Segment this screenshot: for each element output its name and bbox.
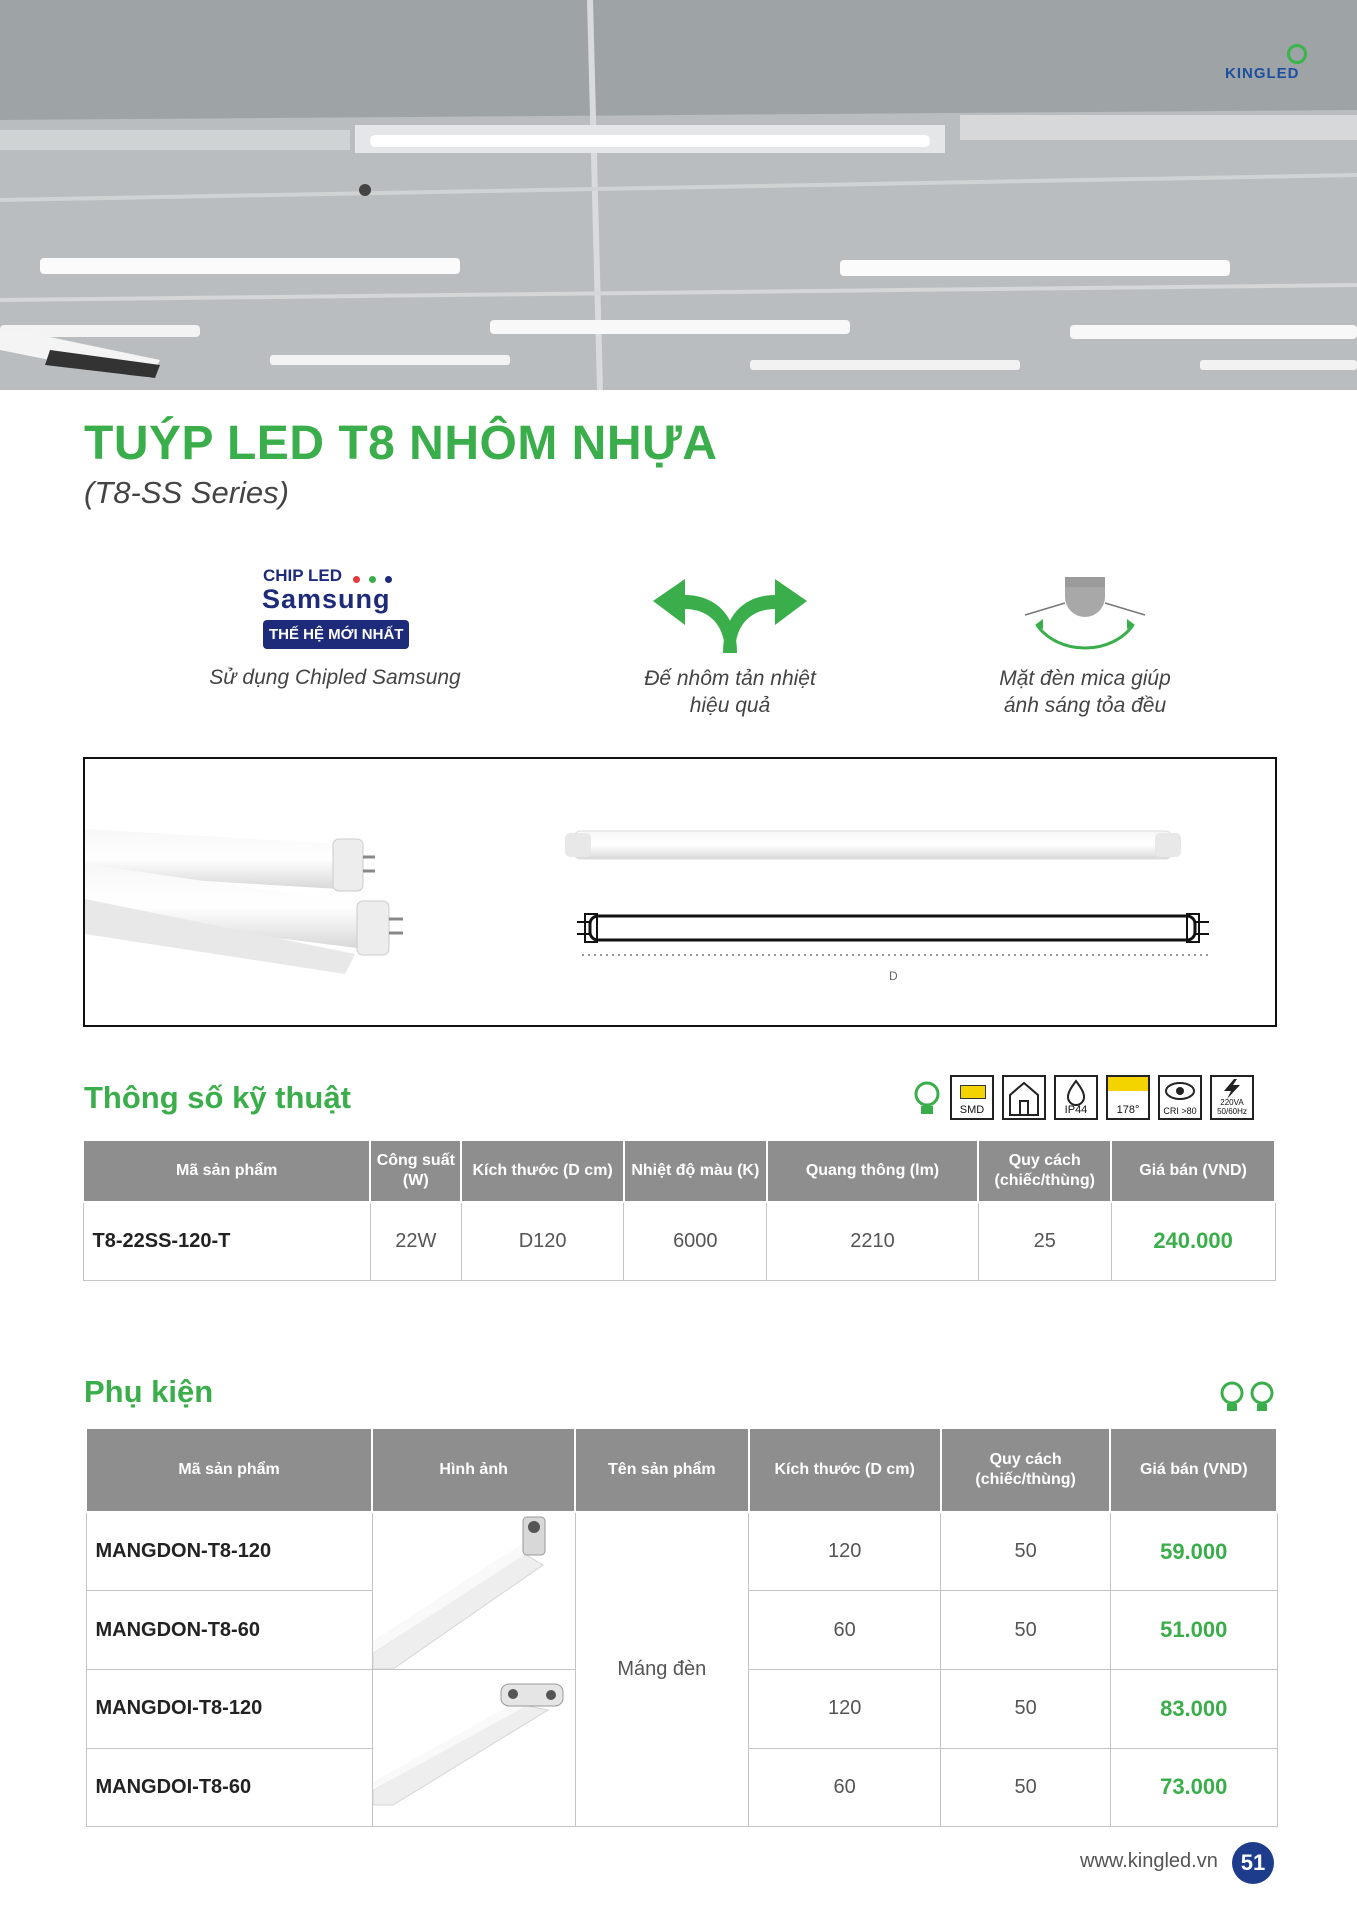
bulb-icon bbox=[912, 1080, 942, 1120]
col-header-size: Kích thước (D cm) bbox=[461, 1140, 624, 1202]
page-title: TUÝP LED T8 NHÔM NHỰA bbox=[84, 417, 718, 470]
cell-code: MANGDON-T8-60 bbox=[86, 1591, 372, 1670]
smd-icon: SMD bbox=[950, 1075, 994, 1120]
cell-price: 83.000 bbox=[1110, 1670, 1277, 1749]
chip-badge-line3: THẾ HỆ MỚI NHẤT bbox=[263, 620, 409, 649]
cell-price: 51.000 bbox=[1110, 1591, 1277, 1670]
cell-pack: 50 bbox=[941, 1670, 1111, 1749]
hero-image bbox=[0, 0, 1357, 390]
arrows-icon bbox=[645, 575, 815, 655]
feature-text-line2: ánh sáng tỏa đều bbox=[1003, 694, 1167, 717]
table-row bbox=[83, 1202, 1275, 1280]
accessories-table bbox=[85, 1427, 1278, 1827]
logo-text: KINGLED bbox=[1225, 65, 1300, 82]
spec-table bbox=[82, 1139, 1276, 1281]
cell-size: 120 bbox=[749, 1512, 941, 1591]
chip-badge-line2: Samsung bbox=[262, 584, 391, 614]
acc-header-row bbox=[86, 1428, 1277, 1512]
feature-samsung-chip bbox=[190, 560, 480, 691]
chip-badge-line1: CHIP LED bbox=[263, 566, 343, 585]
kingled-logo bbox=[1225, 44, 1315, 84]
col-header-price: Giá bán (VND) bbox=[1110, 1428, 1277, 1512]
cell-power: 22W bbox=[370, 1202, 461, 1280]
feature-text-line1: Mặt đèn mica giúp bbox=[999, 667, 1171, 690]
page-number: 51 bbox=[1232, 1842, 1274, 1884]
col-header-code: Mã sản phẩm bbox=[86, 1428, 372, 1512]
ip44-icon: IP44 bbox=[1054, 1075, 1098, 1120]
feature-text-line2: hiệu quả bbox=[689, 694, 771, 717]
double-fixture-image bbox=[372, 1670, 575, 1827]
page-subtitle: (T8-SS Series) bbox=[84, 475, 289, 510]
col-header-price: Giá bán (VND) bbox=[1111, 1140, 1275, 1202]
cell-price: 73.000 bbox=[1110, 1748, 1277, 1827]
col-header-pack: Quy cách (chiếc/thùng) bbox=[978, 1140, 1111, 1202]
cell-pack: 50 bbox=[941, 1591, 1111, 1670]
cell-lumen: 2210 bbox=[767, 1202, 979, 1280]
cell-size: D120 bbox=[461, 1202, 624, 1280]
cell-product-name: Máng đèn bbox=[575, 1512, 748, 1827]
cri-icon: CRI >80 bbox=[1158, 1075, 1202, 1120]
col-header-code: Mã sản phẩm bbox=[83, 1140, 370, 1202]
cell-code: T8-22SS-120-T bbox=[83, 1202, 370, 1280]
feature-mica-cover bbox=[955, 575, 1215, 719]
col-header-power: Công suất (W) bbox=[370, 1140, 461, 1202]
samsung-chip-badge bbox=[255, 560, 415, 650]
logo-bulb-icon bbox=[1287, 44, 1307, 64]
cell-size: 120 bbox=[749, 1670, 941, 1749]
product-image-frame bbox=[83, 757, 1277, 1027]
tube-illustration bbox=[85, 759, 1275, 1025]
dimension-label: D bbox=[889, 969, 898, 983]
cell-price: 59.000 bbox=[1110, 1512, 1277, 1591]
spec-icons bbox=[912, 1072, 1254, 1120]
cell-size: 60 bbox=[749, 1591, 941, 1670]
col-header-lumen: Quang thông (lm) bbox=[767, 1140, 979, 1202]
voltage-icon: 220VA 50/60Hz bbox=[1210, 1075, 1254, 1120]
cell-pack: 50 bbox=[941, 1748, 1111, 1827]
cell-size: 60 bbox=[749, 1748, 941, 1827]
beam-angle-icon: 178° bbox=[1106, 1075, 1150, 1120]
col-header-cct: Nhiệt độ màu (K) bbox=[624, 1140, 767, 1202]
col-header-image: Hình ảnh bbox=[372, 1428, 575, 1512]
col-header-size: Kích thước (D cm) bbox=[749, 1428, 941, 1512]
cell-code: MANGDOI-T8-120 bbox=[86, 1670, 372, 1749]
feature-text: Sử dụng Chipled Samsung bbox=[209, 666, 461, 689]
cell-price: 240.000 bbox=[1111, 1202, 1275, 1280]
feature-aluminum-base bbox=[600, 575, 860, 719]
spec-header-row bbox=[83, 1140, 1275, 1202]
cell-code: MANGDOI-T8-60 bbox=[86, 1748, 372, 1827]
indoor-icon bbox=[1002, 1075, 1046, 1120]
col-header-name: Tên sản phẩm bbox=[575, 1428, 748, 1512]
website-link[interactable]: www.kingled.vn bbox=[1080, 1850, 1218, 1872]
light-spread-icon bbox=[1015, 575, 1155, 655]
spec-section-title: Thông số kỹ thuật bbox=[84, 1080, 351, 1115]
feature-text-line1: Đế nhôm tản nhiệt bbox=[644, 667, 816, 690]
table-row bbox=[86, 1512, 1277, 1591]
cell-pack: 25 bbox=[978, 1202, 1111, 1280]
accessory-bulb-icons bbox=[1220, 1380, 1280, 1419]
cell-cct: 6000 bbox=[624, 1202, 767, 1280]
cell-pack: 50 bbox=[941, 1512, 1111, 1591]
accessories-section-title: Phụ kiện bbox=[84, 1374, 214, 1409]
cell-code: MANGDON-T8-120 bbox=[86, 1512, 372, 1591]
col-header-pack: Quy cách (chiếc/thùng) bbox=[941, 1428, 1111, 1512]
single-fixture-image bbox=[372, 1512, 575, 1670]
